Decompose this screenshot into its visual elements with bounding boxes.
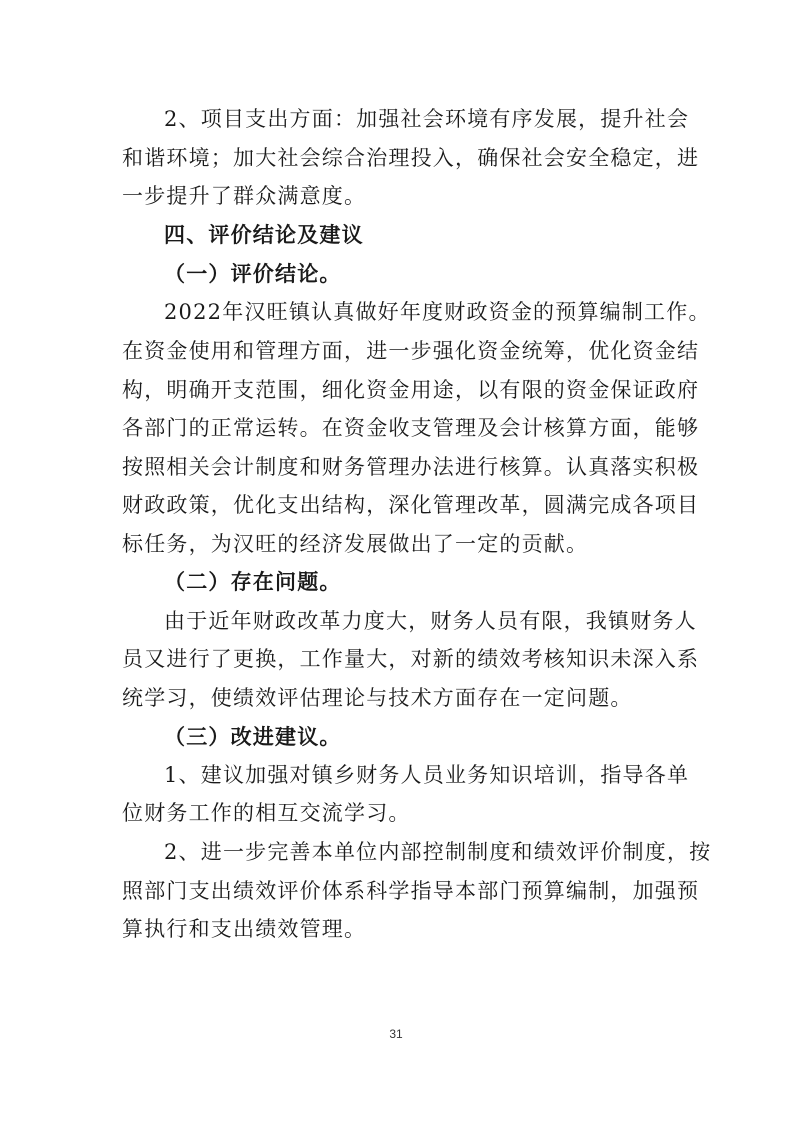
paragraph-line: 算执行和支出绩效管理。 <box>122 917 367 941</box>
subsection-heading: （一）评价结论。 <box>164 261 342 286</box>
subsection-heading: （二）存在问题。 <box>164 569 342 594</box>
paragraph-line: 2022年汉旺镇认真做好年度财政资金的预算编制工作。 <box>164 300 711 324</box>
section-heading: 四、评价结论及建议 <box>164 223 364 247</box>
paragraph-line: 员又进行了更换，工作量大，对新的绩效考核知识未深入系 <box>122 647 700 671</box>
paragraph-line: 财政政策，优化支出结构，深化管理改革，圆满完成各项目 <box>122 493 700 517</box>
paragraph-line: 位财务工作的相互交流学习。 <box>122 801 411 825</box>
paragraph-line: 2、项目支出方面：加强社会环境有序发展，提升社会 <box>164 107 690 131</box>
paragraph-line: 1、建议加强对镇乡财务人员业务知识培训，指导各单 <box>164 763 690 787</box>
subsection-heading: （三）改进建议。 <box>164 724 342 749</box>
paragraph-line: 各部门的正常运转。在资金收支管理及会计核算方面，能够 <box>122 416 700 440</box>
page-number: 31 <box>389 1027 403 1041</box>
paragraph-line: 标任务，为汉旺的经济发展做出了一定的贡献。 <box>122 532 589 556</box>
paragraph-line: 2、进一步完善本单位内部控制制度和绩效评价制度，按 <box>164 840 712 864</box>
paragraph-line: 一步提升了群众满意度。 <box>122 184 367 208</box>
paragraph-line: 统学习，使绩效评估理论与技术方面存在一定问题。 <box>122 686 633 710</box>
paragraph-line: 按照相关会计制度和财务管理办法进行核算。认真落实积极 <box>122 455 700 479</box>
paragraph-line: 由于近年财政改革力度大，财务人员有限，我镇财务人 <box>164 609 697 633</box>
paragraph-line: 照部门支出绩效评价体系科学指导本部门预算编制，加强预 <box>122 879 700 903</box>
paragraph-line: 和谐环境；加大社会综合治理投入，确保社会安全稳定，进 <box>122 146 700 170</box>
paragraph-line: 在资金使用和管理方面，进一步强化资金统筹，优化资金结 <box>122 339 700 363</box>
paragraph-line: 构，明确开支范围，细化资金用途，以有限的资金保证政府 <box>122 378 700 402</box>
